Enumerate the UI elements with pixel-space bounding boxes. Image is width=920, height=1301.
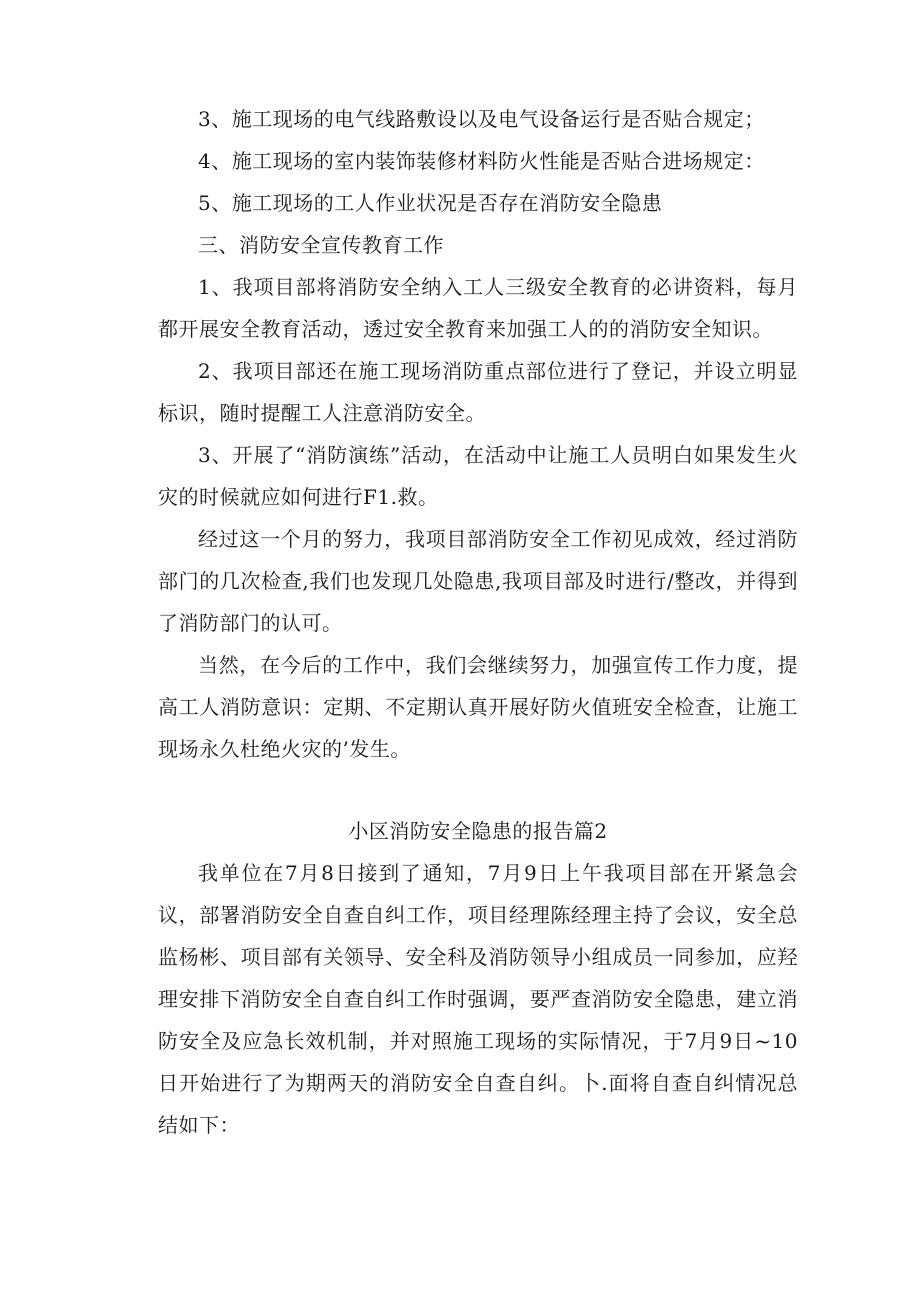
closing-paragraph: 当然，在今后的工作中，我们会继续努力，加强宣传工作力度，提高工人消防意识：定期、不定期认真开展好防火值班安全检查，让施工现场永久杜绝火灾的’发生。 <box>158 653 798 761</box>
list-item-education-1: 1、我项目部将消防安全纳入工人三级安全教育的必讲资料，每月都开展安全教育活动，透过安全教育来加强工人的的消防安全知识。 <box>158 275 798 341</box>
summary-paragraph: 经过这一个月的努力，我项目部消防安全工作初见成效，经过消防部门的几次检查,我们也发现几处隐患,我项目部及时进行/整改，并得到了消防部门的认可。 <box>158 527 798 635</box>
list-item-education-2: 2、我项目部还在施工现场消防重点部位进行了登记，并设立明显标识，随时提醒工人注意消防安全。 <box>158 359 798 425</box>
list-item-education-3: 3、开展了“消防演练”活动，在活动中让施工人员明白如果发生火灾的时候就应如何进行F1.救。 <box>158 443 798 509</box>
list-item-check-5: 5、施工现场的工人作业状况是否存在消防安全隐患 <box>198 191 663 215</box>
list-item-check-4: 4、施工现场的室内装饰装修材料防火性能是否贴合进场规定： <box>198 149 765 173</box>
report-intro-paragraph: 我单位在7月8日接到了通知，7月9日上午我项目部在开紧急会议，部署消防安全自查自纠工作，项目经理陈经理主持了会议，安全总监杨彬、项目部有关领导、安全科及消防领导小组成员一同参加，应羟理安排下消防安全自查自纠工作时强调，要严查消防安全隐患，建立消防安全及应急长效机制，并对照施工现场的实际情况，于7月9日~10日开始进行了为期两天的消防安全自查自纠。卜.面将自查自纠情况总结如下： <box>158 861 798 1137</box>
section-heading-education: 三、消防安全宣传教育工作 <box>198 233 444 257</box>
report-title: 小区消防安全隐患的报告篇2 <box>348 819 608 843</box>
list-item-check-3: 3、施工现场的电气线路敷设以及电气设备运行是否贴合规定； <box>198 107 765 131</box>
document-body <box>158 98 798 1146</box>
section-gap <box>158 770 798 810</box>
